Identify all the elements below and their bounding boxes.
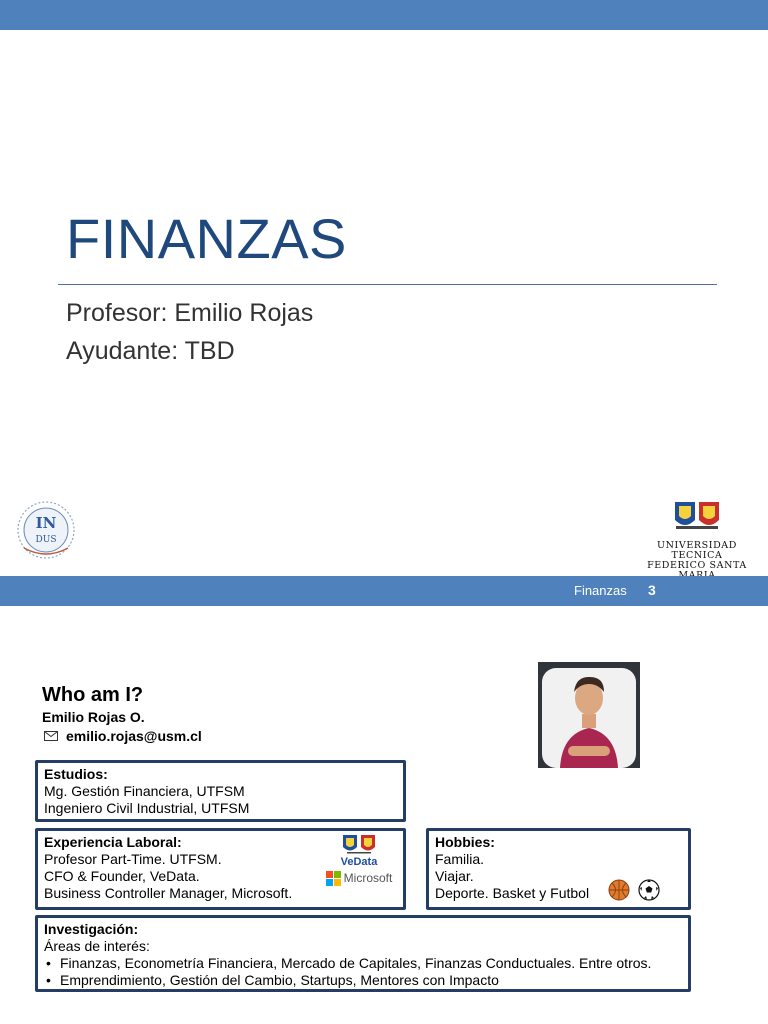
research-bullet-text: Finanzas, Econometría Financiera, Mercado de Capitales, Finanzas Conductuales. Entre otros. (60, 955, 652, 971)
vedata-logo: VeData (340, 856, 378, 868)
employer-logos (323, 834, 395, 887)
experience-header: Experiencia Laboral: (44, 834, 182, 850)
microsoft-logo-text: Microsoft (343, 871, 393, 885)
work-experience-box (35, 828, 406, 910)
slide-title: FINANZAS (66, 207, 347, 270)
microsoft-logo (326, 870, 393, 887)
basketball-icon (608, 879, 630, 901)
utfsm-small-logo-icon (341, 834, 377, 854)
research-bullet-text: Emprendimiento, Gestión del Cambio, Startups, Mentores con Impacto (60, 972, 499, 988)
title-divider (58, 284, 717, 285)
svg-text:DUS: DUS (35, 535, 57, 545)
studies-header: Estudios: (44, 766, 108, 782)
utfsm-name-line1: UNIVERSIDAD TECNICA (657, 540, 737, 561)
research-bullet (44, 972, 682, 989)
experience-item: Business Controller Manager, Microsoft. (44, 885, 293, 901)
hobbies-box (426, 828, 691, 910)
envelope-icon (44, 731, 58, 741)
utfsm-shields-icon (672, 500, 722, 532)
footer-page-number: 3 (648, 582, 656, 598)
top-accent-bar (0, 0, 768, 30)
footer-course-label: Finanzas (574, 583, 627, 598)
research-intro: Áreas de interés: (44, 938, 150, 954)
bullet-icon: • (46, 955, 51, 971)
hobby-item: Viajar. (435, 868, 474, 884)
presenter-name: Emilio Rojas O. (42, 709, 145, 725)
assistant-line: Ayudante: TBD (66, 337, 235, 365)
research-header: Investigación: (44, 921, 139, 937)
who-am-i-heading: Who am I? (42, 684, 144, 706)
hobby-item: Deporte. Basket y Futbol (435, 885, 590, 901)
email-row (44, 728, 202, 744)
svg-text:IN: IN (35, 514, 57, 532)
experience-item: CFO & Founder, VeData. (44, 868, 200, 884)
presenter-photo (538, 662, 640, 768)
professor-line: Profesor: Emilio Rojas (66, 299, 314, 327)
sport-icons (608, 879, 660, 901)
bullet-icon: • (46, 972, 51, 988)
microsoft-windows-icon (326, 871, 341, 886)
research-bullet (44, 955, 682, 972)
utfsm-name-line2: FEDERICO SANTA (647, 560, 747, 571)
studies-box (35, 760, 406, 822)
hobby-item: Familia. (435, 851, 485, 867)
experience-item: Profesor Part-Time. UTFSM. (44, 851, 222, 867)
industrias-department-logo (12, 498, 80, 567)
soccer-ball-icon (638, 879, 660, 901)
studies-item: Mg. Gestión Financiera, UTFSM (44, 783, 245, 799)
email-address[interactable]: emilio.rojas@usm.cl (66, 728, 202, 744)
hobbies-header: Hobbies: (435, 834, 495, 850)
studies-item: Ingeniero Civil Industrial, UTFSM (44, 800, 250, 816)
utfsm-logo (636, 500, 758, 581)
research-box (35, 915, 691, 992)
